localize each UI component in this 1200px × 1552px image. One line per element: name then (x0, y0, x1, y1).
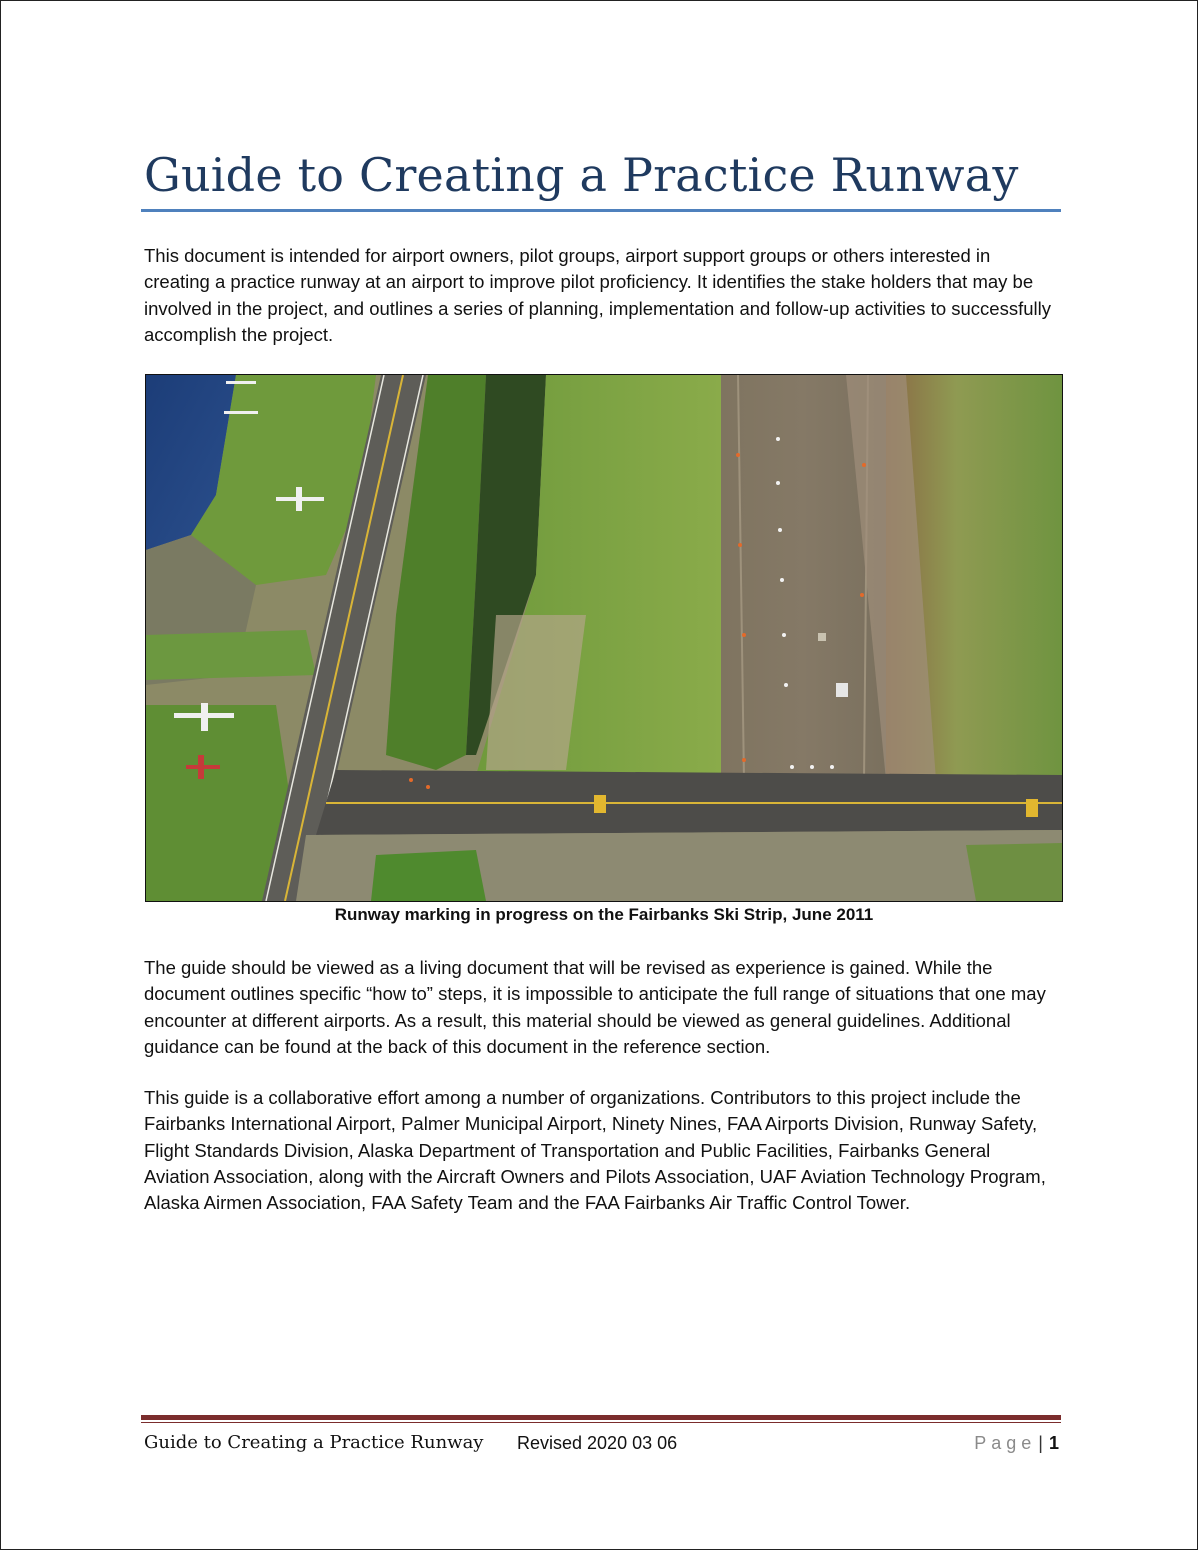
footer-page-label: Page (974, 1433, 1037, 1453)
footer-page-separator: | (1038, 1433, 1043, 1453)
footer-page-number: 1 (1048, 1433, 1059, 1453)
footer-title: Guide to Creating a Practice Runway (144, 1432, 484, 1453)
footer-page-indicator (974, 1430, 1059, 1456)
document-title: Guide to Creating a Practice Runway (144, 148, 1019, 202)
footer-rule (141, 1415, 1061, 1420)
runway-aerial-photo (145, 374, 1063, 902)
figure-caption: Runway marking in progress on the Fairbanks Ski Strip, June 2011 (334, 905, 874, 924)
page-footer (144, 1430, 1059, 1456)
title-underline (141, 209, 1061, 212)
contributors-paragraph: This guide is a collaborative effort among a number of organizations. Contributors to this project include the Fairbanks International Airport, Palmer Municipal Airport, Ninety Nines, FAA Airports Division, Runway Safety, Flight Standards Division, Alaska Department of Transportation and Public Facilities, Fairbanks General Aviation Association, along with the Aircraft Owners and Pilots Association, UAF Aviation Technology Program, Alaska Airmen Association, FAA Safety Team and the FAA Fairbanks Air Traffic Control Tower. (144, 1087, 1046, 1214)
footer-revision-date: Revised 2020 03 06 (517, 1433, 678, 1453)
footer-rule-thin (141, 1422, 1061, 1423)
living-document-paragraph: The guide should be viewed as a living document that will be revised as experience is gained. While the document outlines specific “how to” steps, it is impossible to anticipate the full range of situations that one may encounter at different airports. As a result, this material should be viewed as general guidelines. Additional guidance can be found at the back of this document in the reference section. (144, 957, 1046, 1057)
intro-paragraph: This document is intended for airport owners, pilot groups, airport support groups or others interested in creating a practice runway at an airport to improve pilot proficiency. It identifies the stake holders that may be involved in the project, and outlines a series of planning, implementation and follow-up activities to successfully accomplish the project. (144, 245, 1051, 345)
